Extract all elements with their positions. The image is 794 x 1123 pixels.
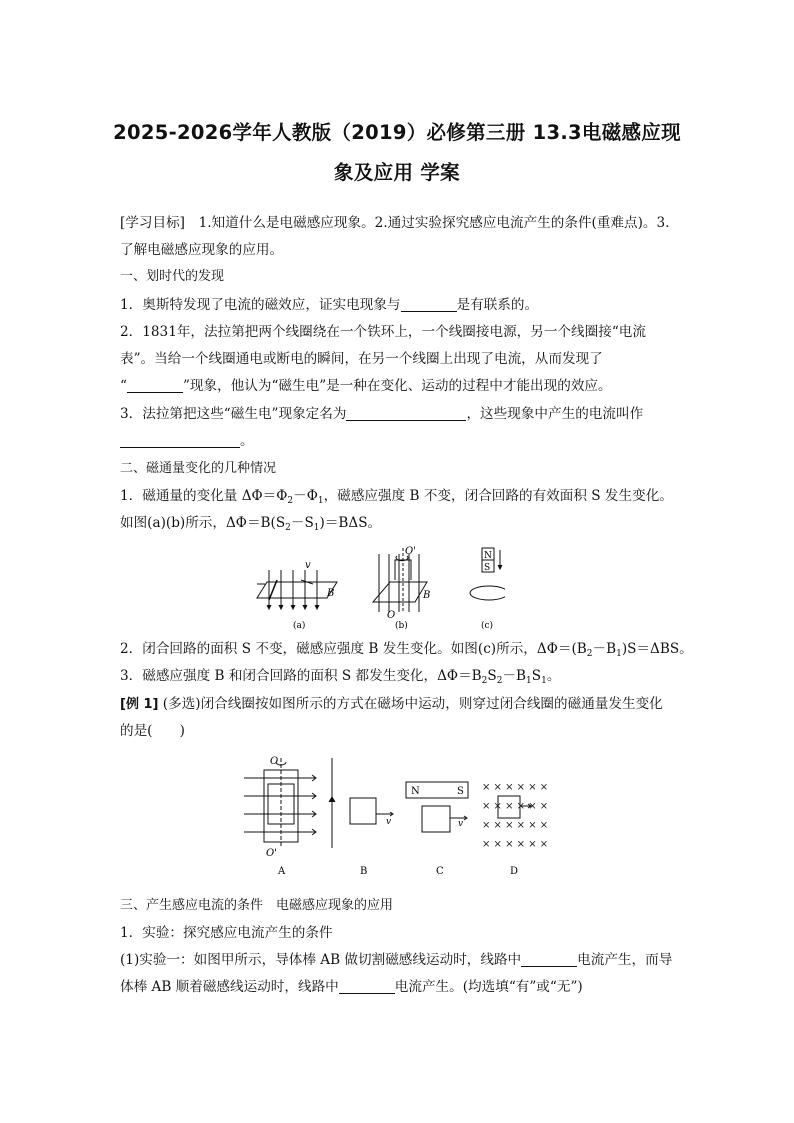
option-d-label: D [510,866,519,877]
field-label-b: B [423,590,431,601]
option-b-figure [329,758,393,848]
option-a-label: A [278,866,286,877]
magnetic-flux-figure [255,540,505,632]
section3-heading: 三、产生感应电流的条件 电磁感应现象的应用 [120,898,394,913]
example1-figure [240,752,550,878]
experiment1-line2: 体棒 AB 顺着磁感线运动时，线路中 电流产生。(均选填“有”或“无”) [120,979,583,995]
option-d-figure [482,782,548,850]
axis-o-bottom: O [387,610,396,621]
section1-item3-line2: 。 [120,432,680,450]
section2-item2: 2．闭合回路的面积 S 不变，磁感应强度 B 发生变化。如图(c)所示，$\Delta\Phi=(B_2-B_1)S=\Delta BS$。 [120,641,693,659]
velocity-c: v [458,819,464,829]
section1-item2-line2: 表”。当给一个线圈通电或断电的瞬间，在另一个线圈上出现了电流，从而发现了 [120,351,603,367]
figure-a-label: (a) [293,621,306,631]
svg-text:× × × × × ×: × × × × × × [482,782,549,793]
velocity-b: v [386,817,392,827]
example1-line2: 的是( ) [120,723,185,739]
section2-item3: 3．磁感应强度 B 和闭合回路的面积 S 都发生变化，$\Delta\Phi=B_2S_2-B_1S_1$。 [120,668,561,686]
field-label: B [327,588,335,599]
example-tag: [例 1] [120,697,159,712]
axis-o: O [270,756,279,767]
page-title-line1: 2025-2026学年人教版（2019）必修第三册 13.3电磁感应现 [113,121,681,144]
section1-item2-line3: “ ”现象，他认为“磁生电”是一种在变化、运动的过程中才能出现的效应。 [120,378,612,394]
section1-item2-line1: 2．1831年，法拉第把两个线圈绕在一个铁环上，一个线圈接电源，另一个线圈接“电流 [120,324,646,340]
section2-item1-line2: 如图(a)(b)所示，$\Delta\Phi=B(S_2-S_1)=B\Delta S$。 [120,515,382,533]
svg-text:× × × × × ×: × × × × × × [482,801,549,812]
svg-text:× × × × × ×: × × × × × × [482,820,549,831]
figure-b [373,548,427,612]
section1-heading: 一、划时代的发现 [120,269,225,284]
fill-blank[interactable] [521,952,577,967]
option-b-label: B [360,866,368,877]
fill-blank[interactable] [401,297,457,312]
magnet-n-c: N [411,786,420,797]
axis-o-prime: O' [266,848,277,859]
learning-goals-line1: [学习目标] 1.知道什么是电磁感应现象。2.通过实验探究感应电流产生的条件(重难点)。3. [120,215,670,231]
axis-o-top: O' [405,546,416,557]
figure-b-label: (b) [395,621,408,631]
option-c-label: C [436,866,444,877]
figure-a [257,570,337,609]
section2-item1-line1: 1．磁通量的变化量 $\Delta\Phi=\Phi_2-\Phi_1$，磁感应强度 B 不变，闭合回路的有效面积 S 发生变化。 [120,488,673,506]
section1-item3-line1: 3．法拉第把这些“磁生电”现象定名为 ，这些现象中产生的电流叫作 [120,406,644,422]
experiment1-line1: (1)实验一：如图甲所示，导体棒 AB 做切割磁感线运动时，线路中 电流产生，而导 [120,952,673,968]
section1-item1: 1．奥斯特发现了电流的磁效应，证实电现象与 是有联系的。 [120,297,539,313]
page-title-line2: 象及应用 学案 [334,161,460,184]
magnet-n: N [484,551,492,561]
magnet-s: S [484,563,491,573]
section2-heading: 二、磁通量变化的几种情况 [120,461,277,476]
fill-blank[interactable] [127,378,183,393]
fill-blank[interactable] [120,433,240,448]
fill-blank[interactable] [339,979,395,994]
figure-c-label: (c) [481,621,494,631]
fill-blank[interactable] [346,406,466,421]
velocity-label: v [305,560,311,571]
example1-line1: [例 1] (多选)闭合线圈按如图所示的方式在磁场中运动，则穿过闭合线圈的磁通量发生变化 [120,696,663,712]
option-a-figure [244,758,316,848]
svg-text:× × × × × ×: × × × × × × [482,839,549,850]
learning-goals-line2: 了解电磁感应现象的应用。 [120,242,284,258]
section3-item1: 1．实验：探究感应电流产生的条件 [120,925,333,941]
magnet-s-c: S [457,786,464,797]
